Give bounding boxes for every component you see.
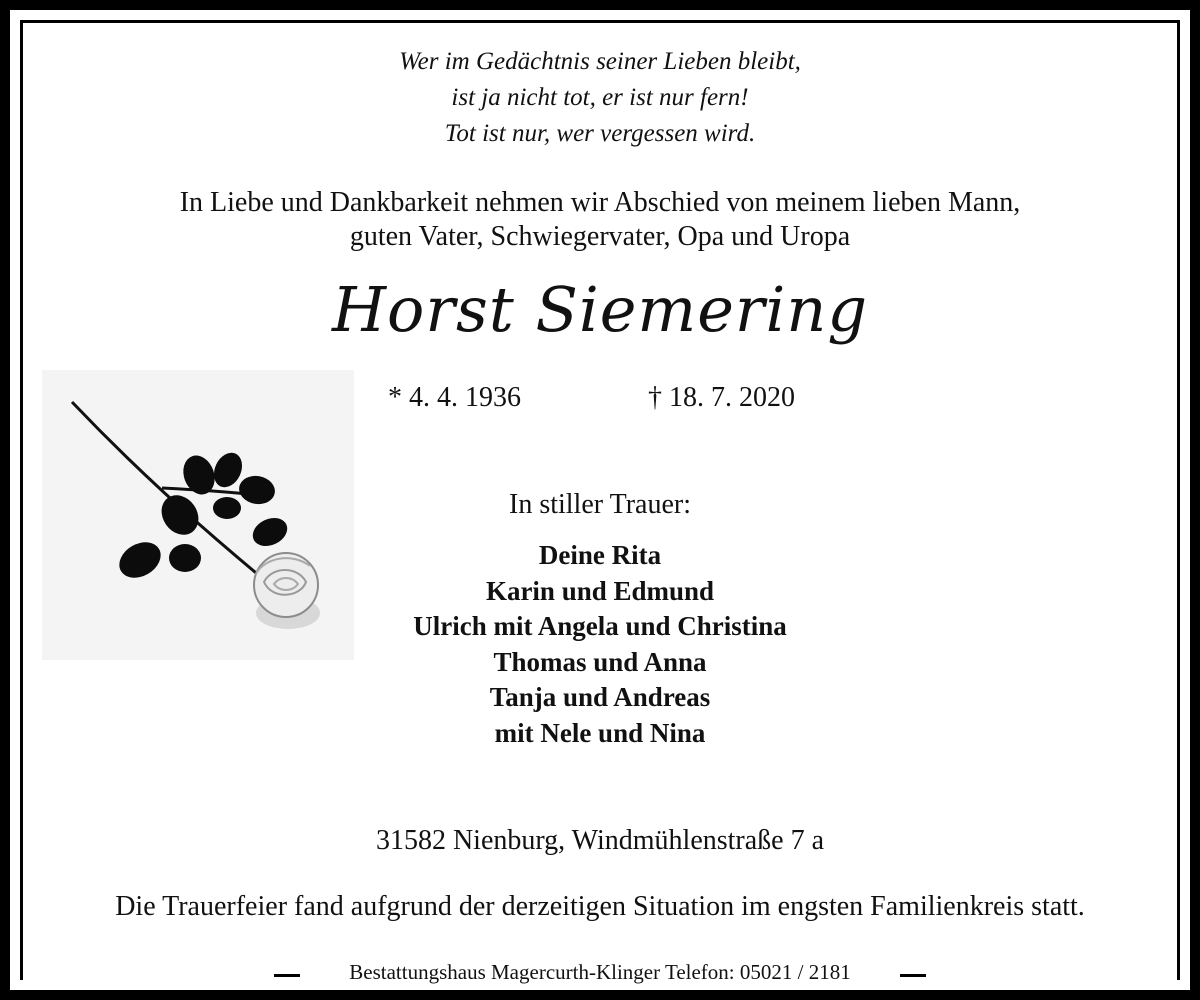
intro-line: In Liebe und Dankbarkeit nehmen wir Abschied von meinem lieben Mann, bbox=[179, 187, 1021, 218]
motto-line: ist ja nicht tot, er ist nur fern! bbox=[451, 84, 749, 111]
motto-verse bbox=[0, 44, 1200, 152]
mourner-line: Deine Rita bbox=[538, 540, 662, 570]
mourners-list bbox=[0, 538, 1200, 751]
motto-line: Wer im Gedächtnis seiner Lieben bleibt, bbox=[399, 48, 801, 75]
mourner-line: mit Nele und Nina bbox=[494, 717, 706, 748]
mourner-line: Tanja und Andreas bbox=[489, 682, 711, 712]
intro-text bbox=[0, 186, 1200, 254]
mourner-line: Ulrich mit Angela und Christina bbox=[413, 611, 787, 641]
mourning-heading: In stiller Trauer: bbox=[509, 489, 691, 520]
footer-divider-right bbox=[896, 974, 926, 977]
mourner-line: Karin und Edmund bbox=[485, 575, 715, 606]
deceased-name: Horst Siemering bbox=[331, 273, 869, 346]
mourner-line: Thomas und Anna bbox=[493, 646, 707, 677]
address: 31582 Nienburg, Windmühlenstraße 7 a bbox=[375, 825, 825, 856]
funeral-home-footer: Bestattungshaus Magercurth-Klinger Telefon: 05021 / 2181 bbox=[300, 958, 900, 986]
motto-line: Tot ist nur, wer vergessen wird. bbox=[444, 120, 756, 147]
birth-date: * 4. 4. 1936 bbox=[388, 382, 521, 413]
funeral-note: Die Trauerfeier fand aufgrund der derzeitigen Situation im engsten Familienkreis statt. bbox=[115, 891, 1085, 922]
death-date: † 18. 7. 2020 bbox=[648, 382, 795, 413]
intro-line: guten Vater, Schwiegervater, Opa und Uropa bbox=[349, 221, 851, 252]
